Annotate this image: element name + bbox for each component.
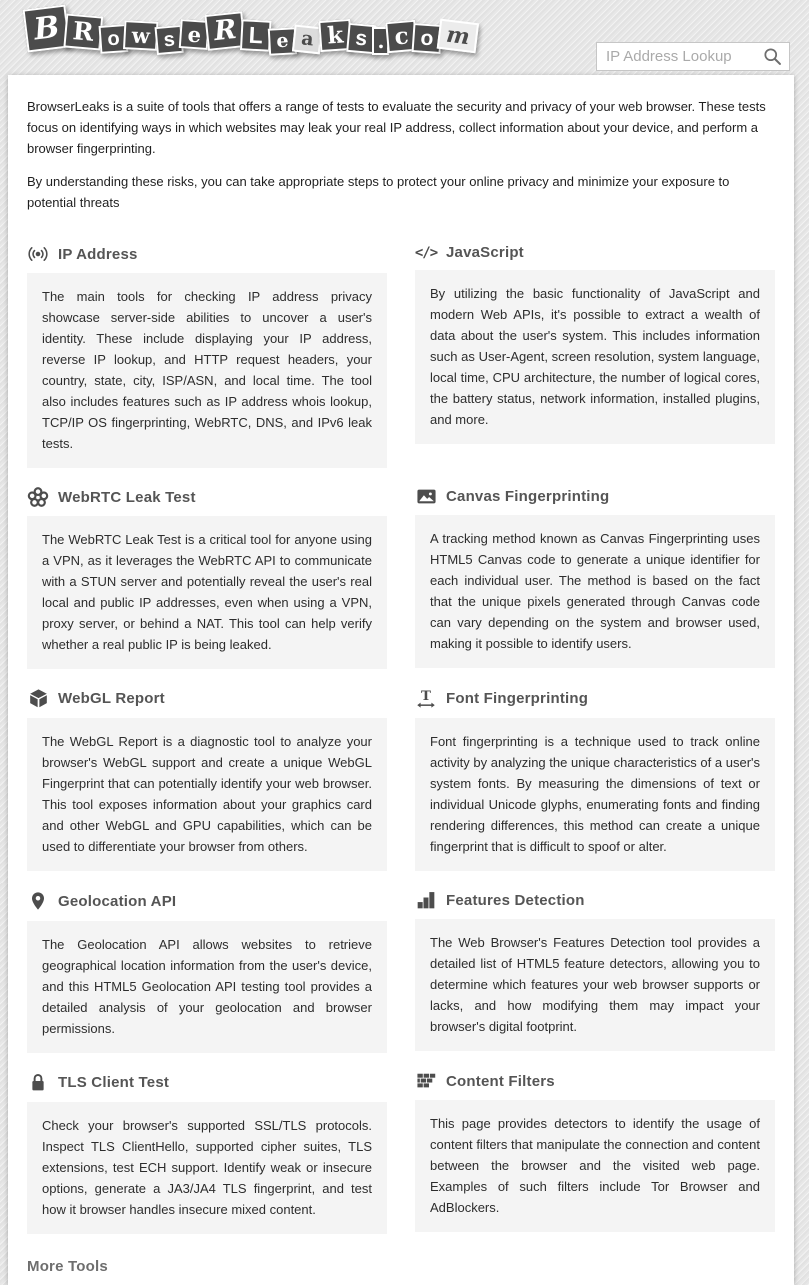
- logo-letter-tile: B: [23, 5, 71, 53]
- section-title-tls[interactable]: [27, 1072, 387, 1093]
- logo-letter-tile: o: [99, 24, 129, 54]
- section-title-geolocation[interactable]: [27, 890, 387, 912]
- content-panel: [8, 75, 794, 1285]
- logo-letter-tile: R: [64, 13, 104, 50]
- steps-bars-icon: [415, 890, 437, 910]
- logo-letter-tile: s: [155, 25, 184, 55]
- section-title-label: Canvas Fingerprinting: [446, 488, 610, 505]
- section-webgl: [27, 669, 387, 871]
- logo-letter-tile: m: [437, 19, 480, 54]
- logo-letter-tile: .: [372, 27, 389, 55]
- intro: [27, 96, 775, 213]
- search-input[interactable]: [606, 48, 762, 65]
- section-title-label: Features Detection: [446, 891, 585, 909]
- logo-letter-tile: k: [318, 19, 352, 52]
- intro-paragraph-2: By understanding these risks, you can take appropriate steps to protect your online privacy and minimize your exposure to potential threats: [27, 174, 730, 210]
- section-title-label: Font Fingerprinting: [446, 690, 589, 707]
- section-ip-address: [27, 225, 387, 468]
- section-text: The main tools for checking IP address privacy showcase server-side abilities to uncover a user's identity. These include displaying your IP address, reverse IP lookup, and HTTP request headers, your country, state, city, ISP/ASN, and local time. The tool also includes features such as IP address whois lookup, TCP/IP OS fingerprinting, WebRTC, DNS, and IPv6 leak tests.: [27, 273, 387, 468]
- logo-letter-tile: R: [204, 11, 246, 51]
- map-pin-icon: [27, 890, 49, 912]
- section-title-content-filters[interactable]: [415, 1072, 775, 1091]
- section-text: The WebRTC Leak Test is a critical tool for anyone using a VPN, as it leverages the WebRTC API to communicate with a STUN server and potentially reveal the user's real local and public IP addresses, even when using a VPN, proxy server, or behind a NAT. This tool can help verify whether a real public IP is being leaked.: [27, 516, 387, 669]
- intro-paragraph-1: BrowserLeaks is a suite of tools that offers a range of tests to evaluate the security and privacy of your web browser. These tests focus on identifying ways in which websites may leak your real IP address, collect information about your device, and perform a browser fingerprinting.: [27, 99, 766, 156]
- section-canvas: [415, 468, 775, 669]
- cube-icon: [27, 688, 49, 709]
- section-text: A tracking method known as Canvas Fingerprinting uses HTML5 Canvas code to generate a unique identifier for each individual user. The method is based on the fact that the unique pixels generated through Canvas code can vary depending on the system and browser used, making it possible to identify users.: [415, 515, 775, 668]
- code-icon: </>: [414, 244, 438, 261]
- svg-text:T: T: [420, 688, 432, 705]
- section-text: The Geolocation API allows websites to retrieve geographical location information from the user's device, and this HTML5 Geolocation API testing tool provides a detailed analysis of your geolocation and browser permissions.: [27, 921, 387, 1053]
- section-features: [415, 871, 775, 1053]
- section-text: This page provides detectors to identify the usage of content filters that manipulate the connection and content between the browser and the visited web page. Examples of such filters include Tor Browser and AdBlockers.: [415, 1100, 775, 1232]
- section-content-filters: [415, 1053, 775, 1234]
- section-text: Check your browser's supported SSL/TLS protocols. Inspect TLS ClientHello, supported cipher suites, TLS extensions, test ECH support. Identify weak or insecure options, generate a JA3/JA4 TLS fingerprint, and test how it browser handles insecure mixed content.: [27, 1102, 387, 1234]
- site-header: [0, 0, 809, 75]
- section-text: The Web Browser's Features Detection tool provides a detailed list of HTML5 feature detectors, allowing you to determine which features your web browser supports or lacks, and how modifying them may impact your browser's digital footprint.: [415, 919, 775, 1051]
- section-title-fonts[interactable]: [415, 688, 775, 709]
- section-title-label: WebRTC Leak Test: [58, 488, 196, 506]
- logo-letter-tile: L: [240, 19, 272, 52]
- more-tools-heading: More Tools: [27, 1258, 108, 1275]
- logo-letter-tile: c: [386, 20, 419, 54]
- section-title-ip-address[interactable]: [27, 244, 387, 264]
- site-logo[interactable]: [25, 7, 476, 53]
- section-title-webgl[interactable]: [27, 688, 387, 709]
- section-fonts: [415, 669, 775, 871]
- section-title-canvas[interactable]: [415, 487, 775, 506]
- section-text: The WebGL Report is a diagnostic tool to analyze your browser's WebGL support and create a unique WebGL Fingerprint that can potentially identify your web browser. This tool exposes information about your graphics card and other WebGL and GPU capabilities, which can be used to differentiate your browser from others.: [27, 718, 387, 871]
- section-geolocation: [27, 871, 387, 1053]
- section-title-features[interactable]: [415, 890, 775, 910]
- logo-letter-tile: s: [346, 23, 376, 54]
- section-webrtc: [27, 468, 387, 669]
- padlock-icon: [27, 1072, 49, 1093]
- webrtc-icon: [27, 487, 49, 507]
- search-box: [596, 42, 790, 71]
- section-javascript: [415, 225, 775, 468]
- section-title-javascript[interactable]: [415, 244, 775, 261]
- section-title-label: IP Address: [58, 245, 138, 263]
- section-title-webrtc[interactable]: [27, 487, 387, 507]
- magnifier-icon[interactable]: [762, 46, 783, 67]
- logo-letter-tile: w: [123, 20, 159, 51]
- section-title-label: TLS Client Test: [58, 1074, 170, 1091]
- tools-grid: [27, 225, 775, 1234]
- logo-letter-tile: a: [291, 25, 322, 55]
- logo-letter-tile: e: [268, 27, 297, 55]
- section-title-label: Content Filters: [446, 1073, 555, 1090]
- section-tls: [27, 1053, 387, 1234]
- section-text: By utilizing the basic functionality of JavaScript and modern Web APIs, it's possible to extract a wealth of data about the user's system. This includes information such as User-Agent, screen resolution, system language, local time, CPU architecture, the number of logical cores, the battery status, network information, installed plugins, and more.: [415, 270, 775, 444]
- logo-letter-tile: e: [178, 19, 209, 50]
- section-title-label: Geolocation API: [58, 892, 177, 910]
- logo-letter-tile: o: [412, 23, 443, 54]
- bricks-icon: [415, 1072, 437, 1091]
- text-width-icon: [415, 688, 437, 709]
- section-text: Font fingerprinting is a technique used to track online activity by analyzing the unique characteristics of a user's system fonts. By measuring the dimensions of text or individual Unicode glyphs, enumerating fonts and finding rendering differences, this method can create a unique fingerprint that is difficult to spoof or alter.: [415, 718, 775, 871]
- broadcast-icon: [27, 244, 49, 264]
- section-title-label: JavaScript: [446, 244, 524, 261]
- image-icon: [415, 487, 437, 506]
- section-title-label: WebGL Report: [58, 690, 165, 707]
